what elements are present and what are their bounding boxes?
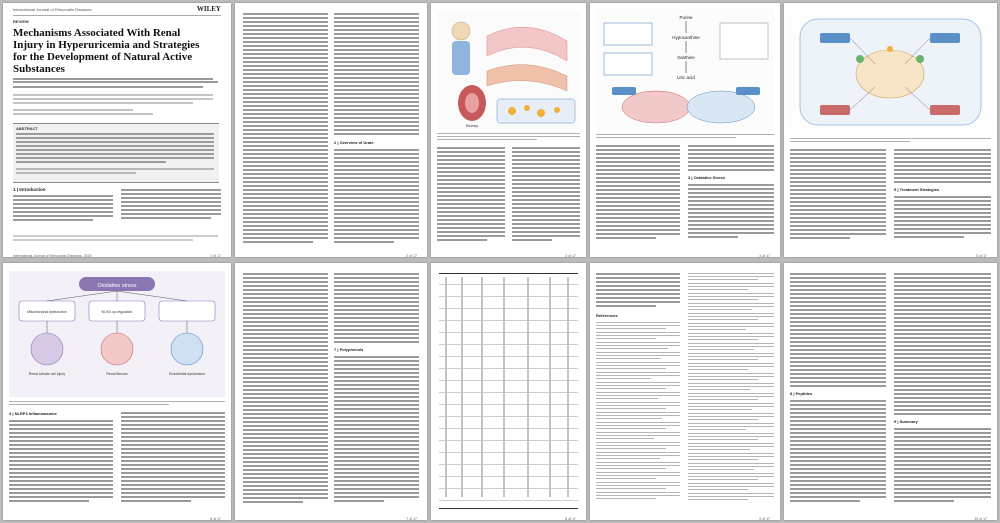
heading-introduction: 1 | Introduction (13, 187, 46, 192)
purine-label: Purine (679, 15, 693, 20)
heading-nlrp3: 4 | NLRP3 Inflammasome (9, 411, 57, 416)
figure5-box-c: Renal tubular cell injury (28, 372, 66, 376)
heading-references: References (596, 313, 618, 318)
figure-5-oxidative-stress (9, 271, 225, 397)
heading-summary: 9 | Summary (894, 419, 918, 424)
pdf-page-4[interactable]: Purine Hypoxanthine Xanthine Uric acid 3 | Oxidative Stress 4 of 17 (590, 3, 780, 257)
xanthine-label: Xanthine (677, 55, 695, 60)
pdf-page-3[interactable]: Kidney 3 of 17 (431, 3, 586, 257)
figure5-box-b: NOX4 up-regulation (101, 310, 133, 314)
figure-1-illustration (437, 11, 580, 129)
uric-acid-label: Uric acid (677, 75, 695, 80)
figure5-box-a: Mitochondrial dysfunction (27, 310, 67, 314)
heading-polyphenols: 7 | Polyphenols (334, 347, 364, 352)
heading-strategies: 5 | Treatment Strategies (894, 187, 940, 192)
journal-name: International Journal of Rheumatic Diseases (13, 7, 92, 12)
publisher-logo: WILEY (196, 5, 221, 13)
page-header (13, 7, 221, 16)
pdf-page-9[interactable]: References 9 of 17 (590, 263, 780, 520)
pdf-page-6[interactable]: Oxidative stress Mitochondrial dysfunction NOX4 up-regulation Renal tubular cell injury Renal fibrosis Endothelial dysfunction 4 | NLRP3 Inflammasome 6 of 17 (3, 263, 231, 520)
kidney-label: Kidney (465, 123, 479, 128)
article-type: REVIEW (13, 19, 29, 24)
data-table (439, 273, 578, 509)
figure-2-pathway (596, 9, 774, 131)
pdf-page-8[interactable]: 8 of 17 (431, 263, 586, 520)
figure5-box-d: Renal fibrosis (106, 372, 128, 376)
figure5-header: Oxidative stress (97, 283, 137, 289)
pdf-page-1[interactable]: International Journal of Rheumatic Diseases WILEY REVIEW Mechanisms Associated With Renal Injury in Hyperuricemia and Strategies for the Development of Natural Active Substances ABSTRACT 1 | Introduction International Journal of Rheumatic Diseases, 2025 1 of 17 (3, 3, 231, 257)
pdf-page-2[interactable]: 2 | Overview of Urate 2 of 17 (235, 3, 427, 257)
pdf-page-7[interactable]: 7 | Polyphenols 7 of 17 (235, 263, 427, 520)
abstract-label: ABSTRACT (16, 126, 38, 131)
heading-peptides: 8 | Peptides (790, 391, 813, 396)
heading-overview: 2 | Overview of Urate (334, 140, 374, 145)
article-title: Mechanisms Associated With Renal Injury in Hyperuricemia and Strategies for the Development of Natural Active Substances (13, 27, 200, 75)
hypoxanthine-label: Hypoxanthine (672, 35, 700, 40)
pdf-page-10[interactable]: 8 | Peptides 9 | Summary 10 of 17 (784, 263, 997, 520)
author-block (13, 78, 218, 80)
pdf-page-5[interactable]: 5 | Treatment Strategies 5 of 17 (784, 3, 997, 257)
abstract-box (13, 123, 219, 183)
heading-oxidative: 3 | Oxidative Stress (688, 175, 725, 180)
figure-3-signaling (790, 9, 991, 135)
figure5-box-e: Endothelial dysfunction (169, 372, 205, 376)
